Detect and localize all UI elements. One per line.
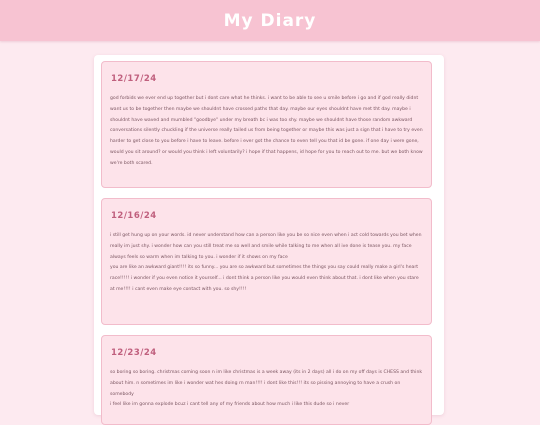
entry-text: you are like an awkward giant!!!! its so funny... you are so awkward but sometimes the things you say could really make a girl's heart race!!!!! i wonder if you even notice it yourself... i dont think a person like you would even think about that. i dont like when you stare at me!!!! i cant even make eye contact with you. so shy!!!! <box>110 265 419 292</box>
entry-date: 12/16/24 <box>111 211 157 221</box>
page-title: My Diary <box>223 10 317 31</box>
entry-text: so boring so boring. christmas coming soon n im like christmas is a week away (its in 2 days) all i do on my off days is CHESS and think about him. n sometimes im like i wonder wat hes doing rn man!!!! i dont like this!!! its so pissing annoying to have a crush on somebody <box>110 370 423 397</box>
app-header <box>0 0 540 41</box>
diary-entry <box>101 335 432 425</box>
entry-text: i still get hung up on your words. id never understand how can a person like you be so nice even when i act cold towards you bet when really im just shy. i wonder how can you still treat me so well and smile while talking to me when all ive done is tease you. my face always feels so warm when im talking to you. i wonder if it shows on my face <box>110 233 422 260</box>
diary-entry <box>101 61 432 188</box>
diary-entry <box>101 198 432 325</box>
entry-text: i feel like im gonna explode bcuz i cant tell any of my friends about how much i like this dude so i never <box>110 402 350 408</box>
diary-page <box>94 55 444 415</box>
entry-date: 12/17/24 <box>111 74 157 84</box>
entry-date: 12/23/24 <box>111 348 157 358</box>
entry-text: god forbids we ever end up together but i dont care what he thinks. i want to be able to see u smile before i go and if god really didnt want us to be together then maybe we shouldnt have crossed paths that day. maybe our eyes shouldnt have met tht day. maybe i shouldnt have waved and mumbled "goodbye" under my breath bc i was too shy. maybe we shouldnt have those random awkward conversations silently chuckling if the universe really tailed us from being together or maybe this was just a sign that i have to try even harder to get close to you before i have to leave. before i ever got the chance to even tell you that id be gone. if one day i were gone, would you sit around? or would you think i left voluntarily? i hope if that happens, id hope for you to reach out to me. but we both know we're both scared. <box>110 96 423 166</box>
